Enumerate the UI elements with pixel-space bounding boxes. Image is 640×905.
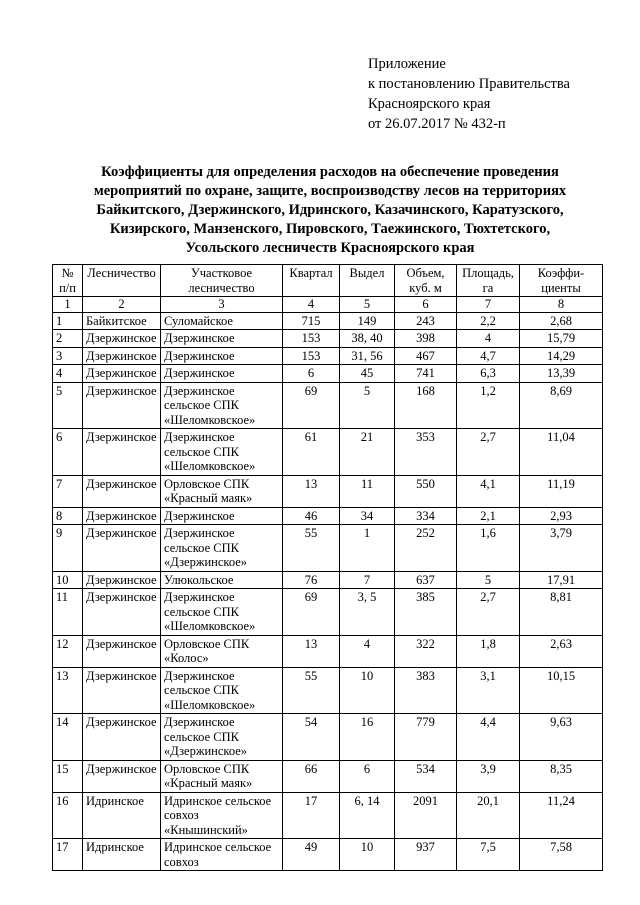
volume-cell: 334 — [395, 507, 457, 525]
volume-cell: 467 — [395, 347, 457, 365]
table-row — [53, 365, 603, 383]
district-forestry-cell: Дзержинское — [161, 365, 283, 383]
allotment-cell: 21 — [340, 429, 395, 476]
allotment-cell: 1 — [340, 525, 395, 572]
district-forestry-cell: Дзержинское сельское СПК «Шеломковское» — [161, 589, 283, 636]
forestry-cell: Дзержинское — [83, 382, 161, 429]
district-forestry-cell: Дзержинское сельское СПК «Шеломковское» — [161, 667, 283, 714]
coefficients-table — [52, 264, 603, 871]
header-district-forestry: Участковое лесничество — [161, 265, 283, 297]
coefficient-cell: 8,69 — [520, 382, 603, 429]
district-forestry-cell: Дзержинское — [161, 330, 283, 348]
forestry-cell: Дзержинское — [83, 667, 161, 714]
district-forestry-cell: Орловское СПК «Колос» — [161, 635, 283, 667]
forestry-cell: Дзержинское — [83, 365, 161, 383]
header-forestry: Лесничество — [83, 265, 161, 297]
district-forestry-cell: Дзержинское сельское СПК «Дзержинское» — [161, 525, 283, 572]
area-cell: 3,9 — [457, 760, 520, 792]
quarter-cell: 153 — [283, 347, 340, 365]
volume-cell: 385 — [395, 589, 457, 636]
volume-cell: 2091 — [395, 792, 457, 839]
forestry-cell: Идринское — [83, 839, 161, 871]
table-row — [53, 525, 603, 572]
column-number: 4 — [283, 297, 340, 313]
row-number: 1 — [53, 312, 83, 330]
allotment-cell: 45 — [340, 365, 395, 383]
table-row — [53, 839, 603, 871]
forestry-cell: Дзержинское — [83, 347, 161, 365]
quarter-cell: 49 — [283, 839, 340, 871]
table-row — [53, 507, 603, 525]
volume-cell: 937 — [395, 839, 457, 871]
row-number: 11 — [53, 589, 83, 636]
forestry-cell: Дзержинское — [83, 635, 161, 667]
coefficient-cell: 8,35 — [520, 760, 603, 792]
table-row — [53, 475, 603, 507]
forestry-cell: Дзержинское — [83, 525, 161, 572]
forestry-cell: Дзержинское — [83, 330, 161, 348]
row-number: 2 — [53, 330, 83, 348]
area-cell: 2,7 — [457, 589, 520, 636]
forestry-cell: Дзержинское — [83, 475, 161, 507]
quarter-cell: 13 — [283, 635, 340, 667]
area-cell: 6,3 — [457, 365, 520, 383]
header-coefficients: Коэффи- циенты — [520, 265, 603, 297]
row-number: 16 — [53, 792, 83, 839]
table-row — [53, 330, 603, 348]
allotment-cell: 16 — [340, 714, 395, 761]
row-number: 14 — [53, 714, 83, 761]
quarter-cell: 715 — [283, 312, 340, 330]
quarter-cell: 46 — [283, 507, 340, 525]
document-title — [60, 163, 600, 258]
row-number: 12 — [53, 635, 83, 667]
coefficient-cell: 17,91 — [520, 571, 603, 589]
district-forestry-cell: Суломайское — [161, 312, 283, 330]
coefficient-cell: 13,39 — [520, 365, 603, 383]
table-row — [53, 347, 603, 365]
title-line: мероприятий по охране, защите, воспроизводству лесов на территориях — [93, 183, 567, 199]
quarter-cell: 69 — [283, 382, 340, 429]
district-forestry-cell: Орловское СПК «Красный маяк» — [161, 760, 283, 792]
district-forestry-cell: Дзержинское — [161, 347, 283, 365]
allotment-cell: 6, 14 — [340, 792, 395, 839]
forestry-cell: Дзержинское — [83, 714, 161, 761]
forestry-cell: Дзержинское — [83, 507, 161, 525]
quarter-cell: 55 — [283, 667, 340, 714]
forestry-cell: Дзержинское — [83, 760, 161, 792]
volume-cell: 353 — [395, 429, 457, 476]
row-number: 13 — [53, 667, 83, 714]
allotment-cell: 38, 40 — [340, 330, 395, 348]
title-line: Усольского лесничеств Красноярского края — [185, 240, 475, 256]
area-cell: 4 — [457, 330, 520, 348]
forestry-cell: Байкитское — [83, 312, 161, 330]
column-number: 7 — [457, 297, 520, 313]
table-row — [53, 760, 603, 792]
table-row — [53, 792, 603, 839]
volume-cell: 741 — [395, 365, 457, 383]
area-cell: 1,2 — [457, 382, 520, 429]
coefficient-cell: 7,58 — [520, 839, 603, 871]
title-line: Кизирского, Манзенского, Пировского, Таежинского, Тюхтетского, — [109, 221, 551, 237]
quarter-cell: 13 — [283, 475, 340, 507]
column-number: 8 — [520, 297, 603, 313]
coefficient-cell: 11,19 — [520, 475, 603, 507]
area-cell: 20,1 — [457, 792, 520, 839]
coefficient-cell: 10,15 — [520, 667, 603, 714]
district-forestry-cell: Улюкольское — [161, 571, 283, 589]
coefficient-cell: 2,63 — [520, 635, 603, 667]
coefficient-cell: 9,63 — [520, 714, 603, 761]
table-row — [53, 429, 603, 476]
volume-cell: 322 — [395, 635, 457, 667]
coefficient-cell: 15,79 — [520, 330, 603, 348]
volume-cell: 383 — [395, 667, 457, 714]
allotment-cell: 11 — [340, 475, 395, 507]
coefficient-cell: 11,04 — [520, 429, 603, 476]
row-number: 6 — [53, 429, 83, 476]
area-cell: 5 — [457, 571, 520, 589]
district-forestry-cell: Дзержинское сельское СПК «Дзержинское» — [161, 714, 283, 761]
volume-cell: 168 — [395, 382, 457, 429]
area-cell: 3,1 — [457, 667, 520, 714]
forestry-cell: Дзержинское — [83, 429, 161, 476]
district-forestry-cell: Орловское СПК «Красный маяк» — [161, 475, 283, 507]
forestry-cell: Идринское — [83, 792, 161, 839]
header-number: № п/п — [53, 265, 83, 297]
quarter-cell: 55 — [283, 525, 340, 572]
allotment-cell: 10 — [340, 667, 395, 714]
area-cell: 1,6 — [457, 525, 520, 572]
appendix-line: от 26.07.2017 № 432-п — [368, 116, 506, 132]
row-number: 8 — [53, 507, 83, 525]
forestry-cell: Дзержинское — [83, 571, 161, 589]
row-number: 17 — [53, 839, 83, 871]
allotment-cell: 149 — [340, 312, 395, 330]
table-row — [53, 382, 603, 429]
title-line: Коэффициенты для определения расходов на обеспечение проведения — [101, 164, 559, 180]
volume-cell: 534 — [395, 760, 457, 792]
coefficient-cell: 3,79 — [520, 525, 603, 572]
allotment-cell: 4 — [340, 635, 395, 667]
row-number: 5 — [53, 382, 83, 429]
row-number: 4 — [53, 365, 83, 383]
appendix-line: к постановлению Правительства — [368, 76, 570, 92]
allotment-cell: 10 — [340, 839, 395, 871]
area-cell: 1,8 — [457, 635, 520, 667]
coefficient-cell: 14,29 — [520, 347, 603, 365]
coefficient-cell: 2,93 — [520, 507, 603, 525]
allotment-cell: 7 — [340, 571, 395, 589]
appendix-note — [368, 54, 570, 134]
quarter-cell: 69 — [283, 589, 340, 636]
area-cell: 7,5 — [457, 839, 520, 871]
table-row — [53, 667, 603, 714]
column-number: 6 — [395, 297, 457, 313]
row-number: 7 — [53, 475, 83, 507]
allotment-cell: 3, 5 — [340, 589, 395, 636]
allotment-cell: 5 — [340, 382, 395, 429]
area-cell: 2,2 — [457, 312, 520, 330]
header-quarter: Квартал — [283, 265, 340, 297]
table-row — [53, 312, 603, 330]
header-allotment: Выдел — [340, 265, 395, 297]
quarter-cell: 54 — [283, 714, 340, 761]
row-number: 3 — [53, 347, 83, 365]
title-line: Байкитского, Дзержинского, Идринского, Казачинского, Каратузского, — [96, 202, 564, 218]
district-forestry-cell: Дзержинское сельское СПК «Шеломковское» — [161, 382, 283, 429]
header-volume: Объем, куб. м — [395, 265, 457, 297]
volume-cell: 637 — [395, 571, 457, 589]
row-number: 9 — [53, 525, 83, 572]
allotment-cell: 6 — [340, 760, 395, 792]
coefficient-cell: 2,68 — [520, 312, 603, 330]
appendix-line: Красноярского края — [368, 96, 491, 112]
table-row — [53, 571, 603, 589]
column-number-row — [53, 297, 603, 313]
area-cell: 4,1 — [457, 475, 520, 507]
table-header-row — [53, 265, 603, 297]
row-number: 10 — [53, 571, 83, 589]
area-cell: 4,4 — [457, 714, 520, 761]
volume-cell: 550 — [395, 475, 457, 507]
area-cell: 4,7 — [457, 347, 520, 365]
allotment-cell: 31, 56 — [340, 347, 395, 365]
table-row — [53, 714, 603, 761]
district-forestry-cell: Дзержинское — [161, 507, 283, 525]
appendix-line: Приложение — [368, 56, 446, 72]
volume-cell: 398 — [395, 330, 457, 348]
area-cell: 2,1 — [457, 507, 520, 525]
quarter-cell: 6 — [283, 365, 340, 383]
allotment-cell: 34 — [340, 507, 395, 525]
quarter-cell: 17 — [283, 792, 340, 839]
column-number: 3 — [161, 297, 283, 313]
header-area: Площадь, га — [457, 265, 520, 297]
quarter-cell: 76 — [283, 571, 340, 589]
volume-cell: 243 — [395, 312, 457, 330]
quarter-cell: 61 — [283, 429, 340, 476]
table-body — [53, 297, 603, 871]
coefficient-cell: 8,81 — [520, 589, 603, 636]
table-row — [53, 635, 603, 667]
volume-cell: 779 — [395, 714, 457, 761]
volume-cell: 252 — [395, 525, 457, 572]
quarter-cell: 153 — [283, 330, 340, 348]
district-forestry-cell: Идринское сельское совхоз — [161, 839, 283, 871]
column-number: 5 — [340, 297, 395, 313]
coefficient-cell: 11,24 — [520, 792, 603, 839]
row-number: 15 — [53, 760, 83, 792]
district-forestry-cell: Идринское сельское совхоз «Кнышинский» — [161, 792, 283, 839]
quarter-cell: 66 — [283, 760, 340, 792]
column-number: 1 — [53, 297, 83, 313]
column-number: 2 — [83, 297, 161, 313]
table-row — [53, 589, 603, 636]
area-cell: 2,7 — [457, 429, 520, 476]
forestry-cell: Дзержинское — [83, 589, 161, 636]
district-forestry-cell: Дзержинское сельское СПК «Шеломковское» — [161, 429, 283, 476]
